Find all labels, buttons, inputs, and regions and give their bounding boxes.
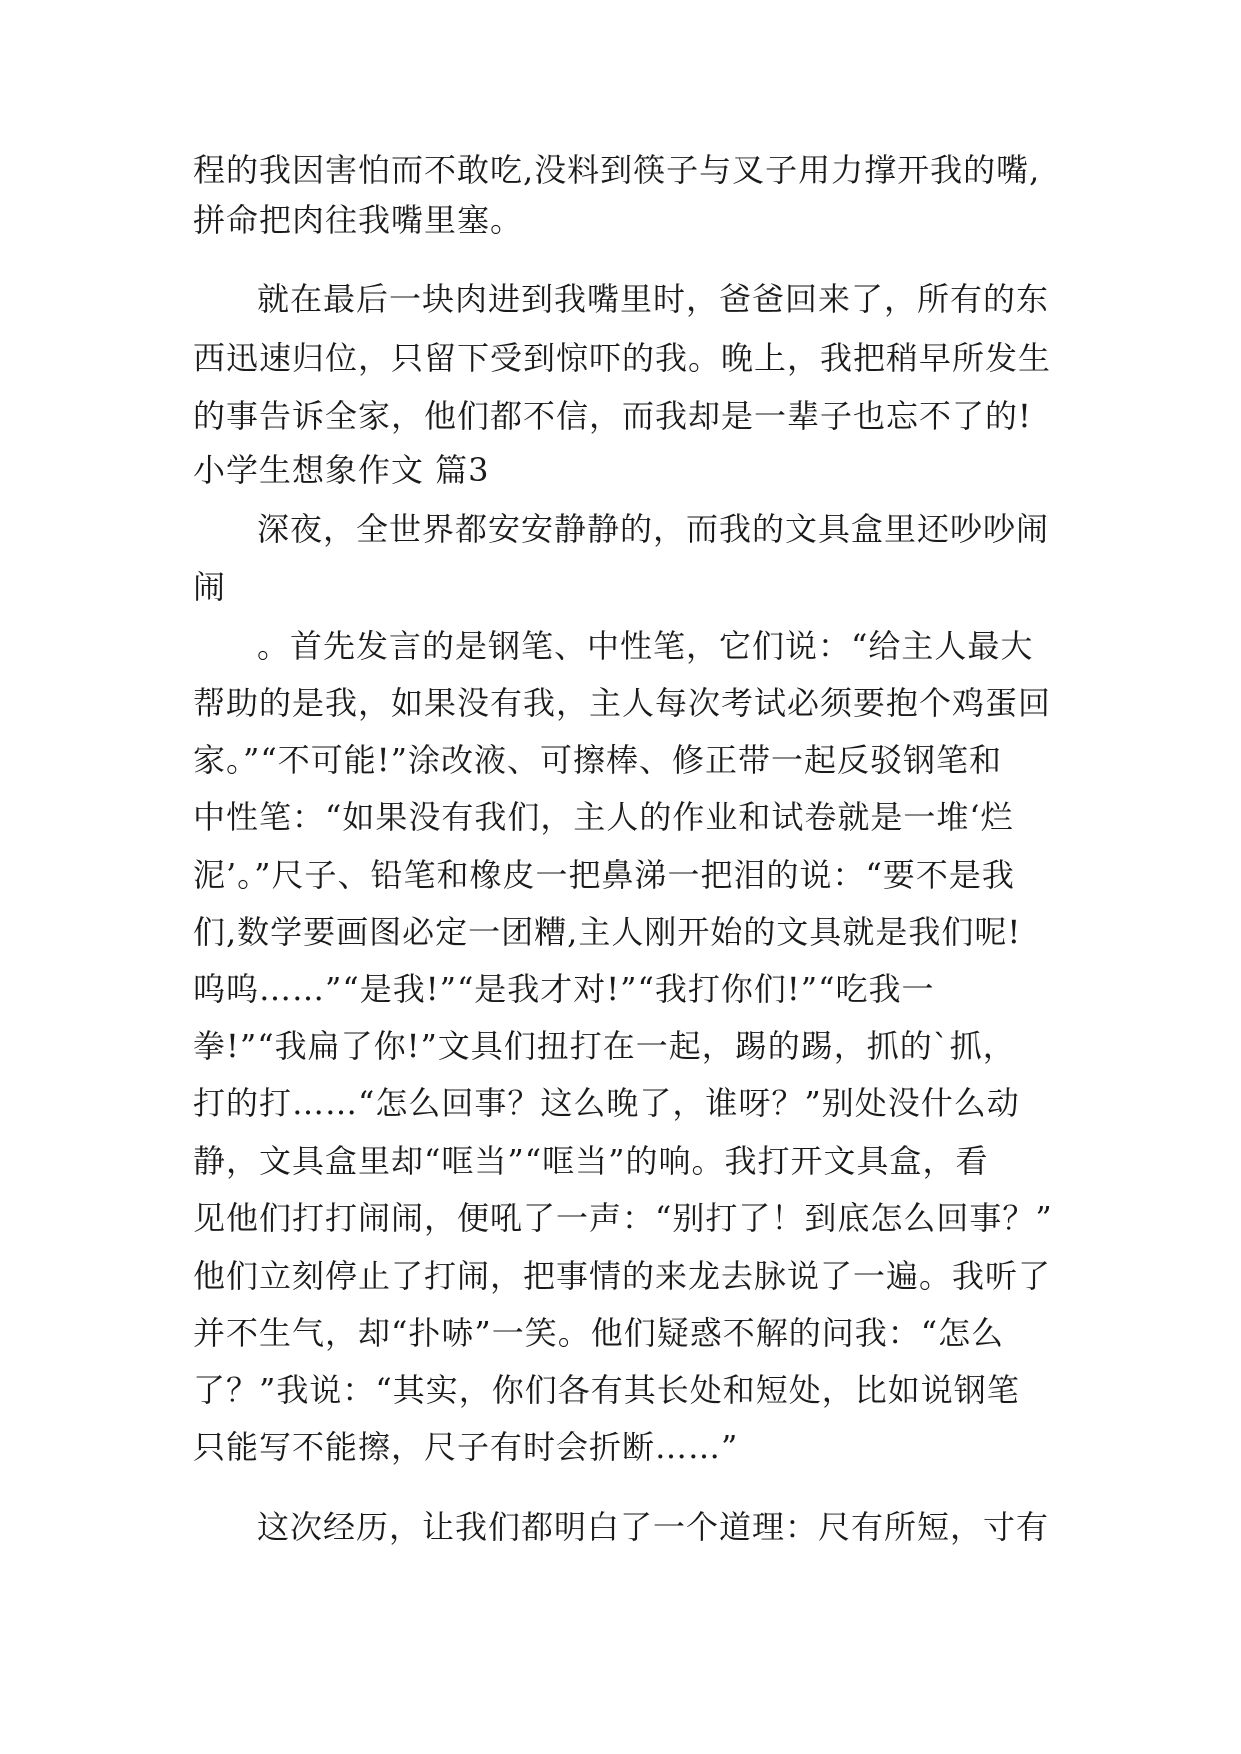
text-line: 他们立刻停止了打闹，把事情的来龙去脉说了一遍。我听了 bbox=[193, 1257, 1052, 1295]
section-heading: 小学生想象作文 篇3 bbox=[193, 451, 490, 489]
text-line: 闹 bbox=[193, 568, 227, 606]
text-line: 见他们打打闹闹，便吼了一声：“别打了！到底怎么回事？” bbox=[193, 1199, 1053, 1237]
text-line: 并不生气，却“扑哧”一笑。他们疑惑不解的问我：“怎么 bbox=[193, 1314, 1005, 1352]
text-line: 静，文具盒里却“哐当”“哐当”的响。我打开文具盒，看 bbox=[193, 1142, 989, 1180]
paragraph-start-line: 这次经历，让我们都明白了一个道理：尺有所短，寸有 bbox=[257, 1508, 1050, 1546]
text-line: 的事告诉全家，他们都不信，而我却是一辈子也忘不了的! bbox=[193, 397, 1032, 435]
text-line: 家。”“不可能!”涂改液、可擦棒、修正带一起反驳钢笔和 bbox=[193, 741, 1002, 779]
text-line: 了？”我说：“其实，你们各有其长处和短处，比如说钢笔 bbox=[193, 1371, 1020, 1409]
text-line: 泥’。”尺子、铅笔和橡皮一把鼻涕一把泪的说：“要不是我 bbox=[193, 856, 1015, 894]
text-line: 中性笔：“如果没有我们，主人的作业和试卷就是一堆‘烂 bbox=[193, 798, 1014, 836]
text-line: 程的我因害怕而不敢吃,没料到筷子与叉子用力撑开我的嘴, bbox=[193, 151, 1041, 189]
text-line: 拳!”“我扁了你!”文具们扭打在一起，踢的踢，抓的`抓， bbox=[193, 1027, 1016, 1065]
paragraph-start-line: 深夜，全世界都安安静静的，而我的文具盒里还吵吵闹 bbox=[257, 510, 1050, 548]
text-line: 拼命把肉往我嘴里塞。 bbox=[193, 201, 524, 239]
text-line: 打的打……“怎么回事？这么晚了，谁呀？”别处没什么动 bbox=[193, 1084, 1020, 1122]
text-line: 们,数学要画图必定一团糟,主人刚开始的文具就是我们呢! bbox=[193, 913, 1022, 951]
paragraph-start-line: 。首先发言的是钢笔、中性笔，它们说：“给主人最大 bbox=[257, 627, 1034, 665]
text-line: 西迅速归位，只留下受到惊吓的我。晚上，我把稍早所发生 bbox=[193, 339, 1052, 377]
text-line: 帮助的是我，如果没有我，主人每次考试必须要抱个鸡蛋回 bbox=[193, 684, 1052, 722]
text-line: 呜呜……”“是我!”“是我才对!”“我打你们!”“吃我一 bbox=[193, 970, 935, 1008]
text-line: 只能写不能擦，尺子有时会折断……” bbox=[193, 1428, 739, 1466]
paragraph-start-line: 就在最后一块肉进到我嘴里时，爸爸回来了，所有的东 bbox=[257, 280, 1050, 318]
